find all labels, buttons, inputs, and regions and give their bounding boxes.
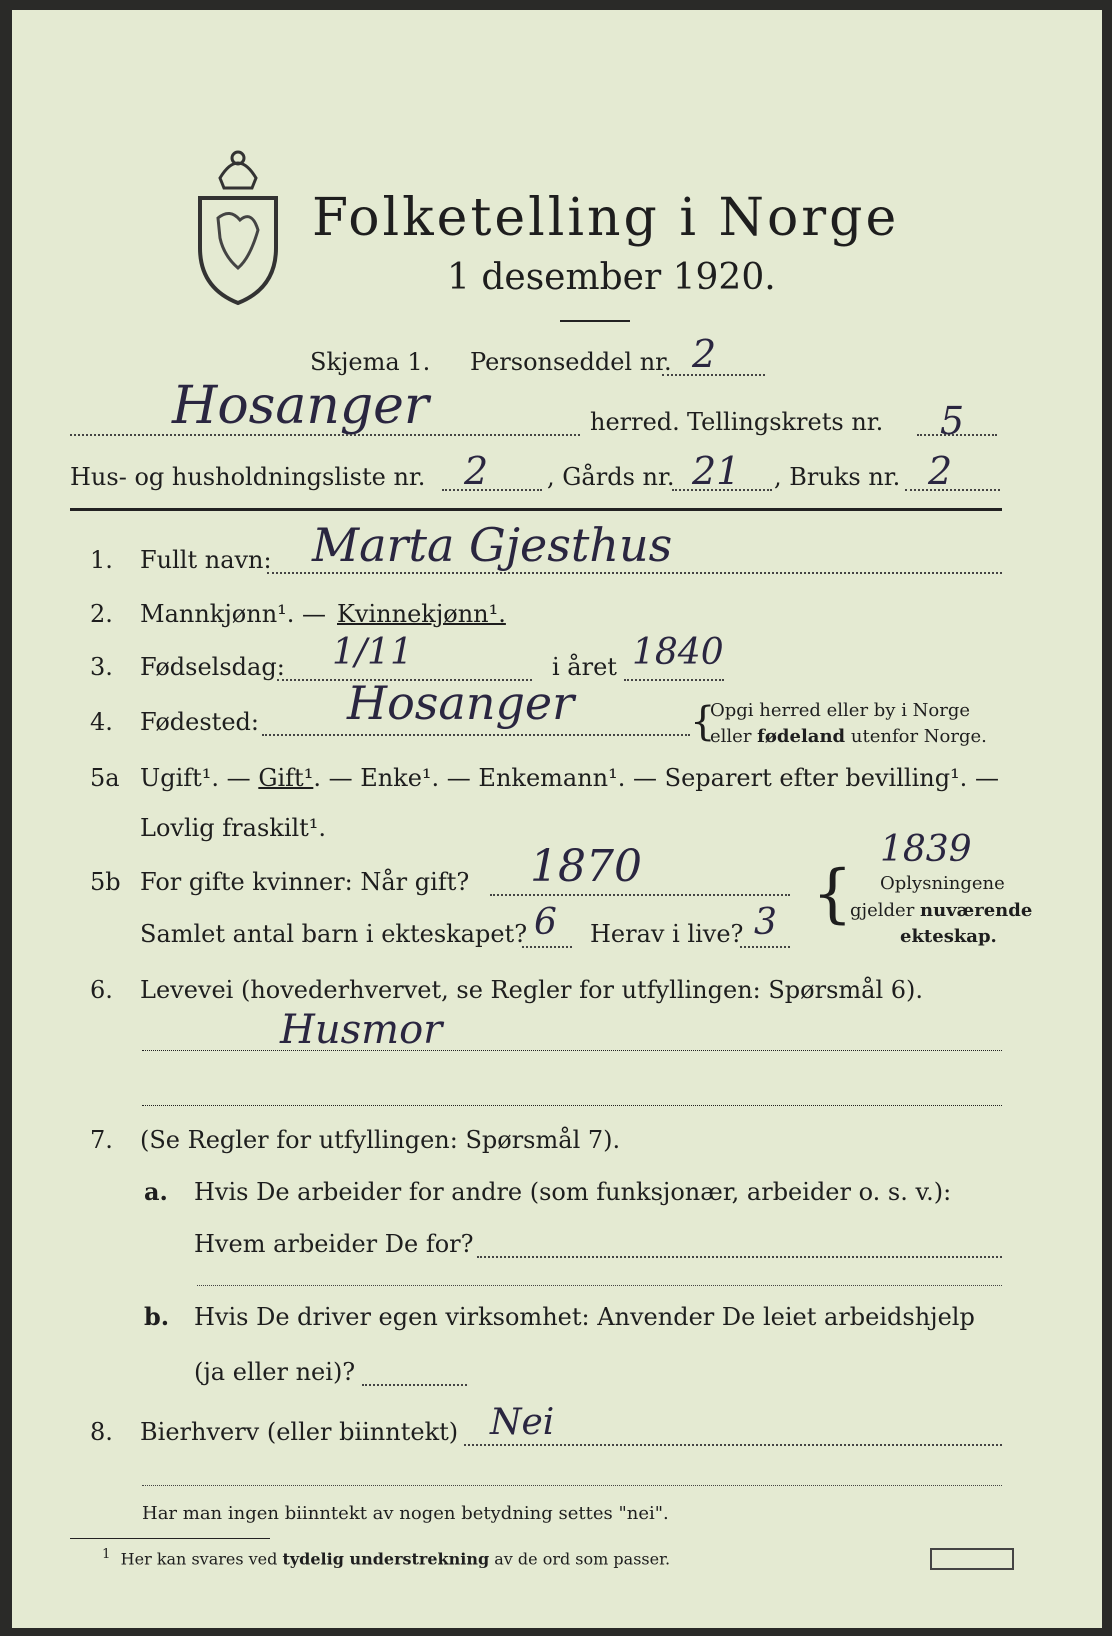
q7b-ja-line <box>362 1384 467 1386</box>
q1-label: Fullt navn: <box>140 546 272 574</box>
herred-value: Hosanger <box>172 376 429 436</box>
q4-label: Fødested: <box>140 708 259 736</box>
q5a-lovlig: Lovlig fraskilt¹. <box>140 814 327 842</box>
q8-label: Bierhverv (eller biinntekt) <box>140 1418 459 1446</box>
footer-divider <box>70 1538 270 1539</box>
q3-year-value: 1840 <box>632 632 724 673</box>
husholdningsliste-line <box>442 489 542 491</box>
norway-coat-of-arms-icon <box>190 138 286 308</box>
q5a-number: 5a <box>90 764 120 792</box>
q8-number: 8. <box>90 1418 113 1446</box>
q6-line2 <box>142 1105 1002 1106</box>
q5b-children-value: 6 <box>534 902 557 943</box>
q5b-margin-note: 1839 <box>880 829 972 870</box>
bruks-value: 2 <box>928 449 953 493</box>
q8-value: Nei <box>490 1402 555 1443</box>
q1-line <box>267 572 1002 574</box>
q2-option-kvinne: Kvinnekjønn¹. <box>337 600 506 628</box>
q6-value: Husmor <box>280 1007 443 1053</box>
q7a-line2 <box>197 1285 1002 1286</box>
q7a-who-line <box>477 1256 1002 1258</box>
q4-value: Hosanger <box>347 676 575 730</box>
tellingskrets-value: 5 <box>940 399 965 443</box>
q3-label: Fødselsdag: <box>140 653 285 681</box>
herred-label: herred. <box>590 408 680 436</box>
q5b-alive-value: 3 <box>754 902 777 943</box>
q7a-text: Hvis De arbeider for andre (som funksjonær, arbeider o. s. v.): <box>194 1178 952 1206</box>
q5b-number: 5b <box>90 868 121 896</box>
q7b-text: Hvis De driver egen virksomhet: Anvender De leiet arbeidshjelp <box>194 1303 975 1331</box>
q7b-letter: b. <box>144 1302 170 1331</box>
q5b-married-line <box>490 894 790 896</box>
q1-number: 1. <box>90 546 113 574</box>
q7-number: 7. <box>90 1126 113 1154</box>
census-form-page <box>12 10 1102 1628</box>
q4-line <box>262 734 690 736</box>
skjema-label: Skjema 1. <box>310 348 431 376</box>
gards-label: , Gårds nr. <box>547 463 675 491</box>
q7b-ja-label: (ja eller nei)? <box>194 1358 356 1386</box>
q7-label: (Se Regler for utfyllingen: Spørsmål 7). <box>140 1126 621 1154</box>
q8-line2 <box>142 1485 1002 1486</box>
gards-value: 21 <box>692 449 741 493</box>
q3-number: 3. <box>90 653 113 681</box>
q7a-letter: a. <box>144 1177 168 1206</box>
q3-year-line <box>624 679 724 681</box>
q7a-who-label: Hvem arbeider De for? <box>194 1230 474 1258</box>
q5b-note-line1: Oplysningene <box>880 873 1005 894</box>
q5b-note-line3: ekteskap. <box>900 926 997 947</box>
q3-year-label: i året <box>552 653 617 681</box>
husholdningsliste-label: Hus- og husholdningsliste nr. <box>70 463 426 491</box>
q8-line <box>464 1444 1002 1446</box>
q4-brace: { <box>690 699 716 745</box>
form-title: Folketelling i Norge <box>312 188 900 248</box>
q5b-married-value: 1870 <box>530 841 642 892</box>
q5b-brace: { <box>812 857 853 931</box>
q6-label: Levevei (hovederhvervet, se Regler for utfyllingen: Spørsmål 6). <box>140 976 924 1004</box>
bottom-note: Har man ingen biinntekt av nogen betydning settes "nei". <box>142 1503 669 1524</box>
husholdningsliste-value: 2 <box>464 449 489 493</box>
q5b-children-label: Samlet antal barn i ekteskapet? <box>140 920 528 948</box>
footnote: $^1$ Her kan svares ved tydelig understrekning av de ord som passer. <box>102 1547 671 1569</box>
q5b-alive-line <box>740 946 790 948</box>
title-divider <box>560 320 630 322</box>
q5b-note-line2: gjelder nuværende <box>850 900 1033 921</box>
q6-line1 <box>142 1050 1002 1051</box>
bruks-label: , Bruks nr. <box>774 463 901 491</box>
personseddel-value: 2 <box>692 332 717 376</box>
q5b-alive-label: Herav i live? <box>590 920 744 948</box>
q4-number: 4. <box>90 708 113 736</box>
herred-line <box>70 434 580 436</box>
printer-stamp <box>930 1548 1014 1570</box>
q4-note-line1: Opgi herred eller by i Norge <box>710 700 971 721</box>
tellingskrets-label: Tellingskrets nr. <box>687 408 884 436</box>
q5a-options: Ugift¹. — Gift¹. — Enke¹. — Enkemann¹. — Separert efter bevilling¹. — <box>140 764 999 792</box>
q1-value: Marta Gjesthus <box>312 518 673 572</box>
q6-number: 6. <box>90 976 113 1004</box>
header-divider <box>70 508 1002 511</box>
q3-date-value: 1/11 <box>332 632 413 673</box>
q2-option-mann: Mannkjønn¹. — <box>140 600 327 628</box>
q4-note-line2: eller fødeland utenfor Norge. <box>710 726 987 747</box>
bruks-line <box>905 489 1000 491</box>
personseddel-label: Personseddel nr. <box>470 348 672 376</box>
q2-number: 2. <box>90 600 113 628</box>
q5b-label: For gifte kvinner: Når gift? <box>140 868 470 896</box>
form-date: 1 desember 1920. <box>447 257 776 298</box>
q5b-children-line <box>522 946 572 948</box>
